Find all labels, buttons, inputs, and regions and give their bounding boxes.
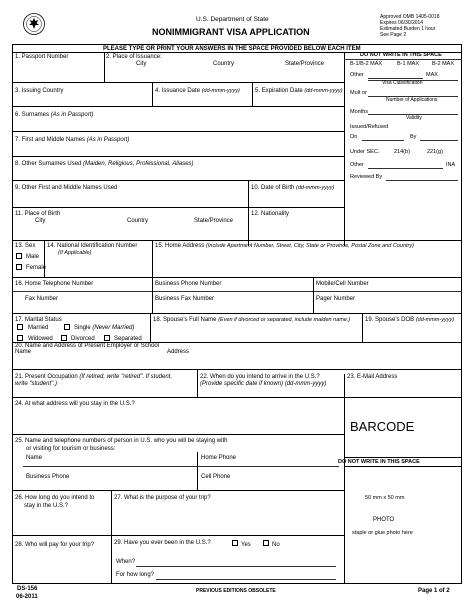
married-label: Married	[28, 325, 49, 331]
occupation-label: 21. Present Occupation (If retired, write "retired". If student,	[15, 374, 173, 380]
passport-number-field[interactable]	[15, 68, 100, 80]
separated-checkbox[interactable]	[104, 335, 110, 341]
photo-office-heading: DO NOT WRITE IN THIS SPACE	[338, 459, 420, 465]
form-number: DS-156	[17, 586, 38, 592]
surnames-label: 6. Surnames (As in Passport)	[15, 112, 94, 118]
how-long-label: For how long?	[116, 572, 155, 578]
divorced-checkbox[interactable]	[61, 335, 67, 341]
other-surnames-field[interactable]	[15, 169, 340, 179]
pob-state-label: State/Province	[194, 218, 234, 224]
contact-home-phone-label: Home Phone	[201, 455, 237, 461]
been-in-us-label: 29. Have you ever been in the U.S.?	[114, 540, 211, 546]
home-address-label: 15. Home Address (Include Apartment Number, Street, City, State or Province, Postal Zone and Country)	[155, 243, 414, 249]
omb-line-1: Approved OMB 1405-0018	[380, 14, 440, 20]
form-title: NONIMMIGRANT VISA APPLICATION	[152, 27, 310, 37]
omb-line-4: See Page 2	[380, 32, 407, 38]
state-department-seal	[23, 13, 45, 35]
business-fax-label: Business Fax Number	[155, 296, 215, 302]
us-address-label: 24. At what address will you stay in the U.S.?	[15, 401, 135, 407]
stay-length-label-2: stay in the U.S.?	[24, 503, 69, 509]
female-label: Female	[26, 265, 47, 271]
fax-label: Fax Number	[25, 296, 59, 302]
issuance-state-label: State/Province	[285, 61, 325, 67]
been-us-yes-label: Yes	[241, 542, 251, 548]
photo-size-label: 50 mm x 50 mm	[365, 495, 405, 501]
page-number: Page 1 of 2	[418, 588, 450, 594]
male-label: Male	[26, 254, 40, 260]
mult-or-label: Mult or	[350, 90, 367, 96]
expiration-date-label: 5. Expiration Date (dd-mmm-yyyy)	[255, 88, 343, 94]
issuance-date-label: 4. Issuance Date (dd-mmm-yyyy)	[155, 88, 240, 94]
issuance-city-label: City	[136, 61, 147, 67]
trip-purpose-label: 27. What is the purpose of your trip?	[114, 495, 211, 501]
obsolete-notice: PREVIOUS EDITIONS OBSOLETE	[196, 588, 276, 594]
other-surnames-label: 8. Other Surnames Used (Maiden, Religious, Professional, Aliases)	[15, 161, 194, 167]
email-label: 23. E-Mail Address	[347, 374, 398, 380]
us-contact-label-2: or visiting for tourism or business:	[26, 446, 116, 452]
us-contact-label: 25. Name and telephone numbers of person in U.S. who you will be staying with	[15, 438, 228, 444]
place-of-birth-label: 11. Place of Birth	[15, 211, 61, 217]
trip-payer-label: 28. Who will pay for your trip?	[15, 542, 95, 548]
when-label: When?	[116, 559, 136, 565]
other-ina-label: Other	[350, 162, 364, 168]
male-checkbox[interactable]	[16, 253, 22, 259]
other-first-names-label: 9. Other First and Middle Names Used	[15, 185, 118, 191]
other-max-label: Other	[350, 72, 364, 78]
photo-instruction: staple or glue photo here	[352, 530, 413, 536]
employer-address-label: Address	[167, 349, 190, 355]
contact-name-label: Name	[26, 455, 43, 461]
female-checkbox[interactable]	[16, 264, 22, 270]
nationality-label: 12. Nationality	[251, 211, 290, 217]
b1b2-max-label: B-1/B-2 MAX	[350, 61, 383, 67]
sec-214b-label: 214(b)	[394, 149, 410, 155]
issuance-country-label: Country	[213, 61, 235, 67]
national-id-label: 14. National Identification Number	[47, 243, 138, 249]
married-checkbox[interactable]	[17, 324, 23, 330]
employer-name-label: Name	[15, 349, 32, 355]
by-label: By	[410, 134, 417, 140]
stay-length-label: 26. How long do you intend to	[15, 495, 95, 501]
single-checkbox[interactable]	[64, 324, 70, 330]
marital-status-label: 17. Marital Status	[15, 317, 62, 323]
passport-number-label: 1. Passport Number	[15, 54, 69, 60]
months-label: Months	[350, 109, 369, 115]
spouse-dob-label: 19. Spouse's DOB (dd-mmm-yyyy)	[365, 317, 455, 323]
number-of-applications-label: Number of Applications	[386, 97, 438, 103]
spouse-name-label: 18. Spouse's Full Name (Even if divorced or separated, include maiden name.)	[153, 317, 351, 323]
under-sec-label: Under SEC.	[350, 149, 380, 155]
pob-city-label: City	[35, 218, 46, 224]
been-us-no-checkbox[interactable]	[263, 540, 269, 546]
reviewed-by-label: Reviewed By	[350, 174, 383, 180]
been-us-no-label: No	[272, 542, 280, 548]
business-phone-label: Business Phone Number	[155, 281, 222, 287]
surnames-field[interactable]	[15, 120, 340, 130]
form-date: 06-2011	[16, 594, 38, 600]
on-label: On	[350, 134, 358, 140]
single-label: Single (Never Married)	[74, 325, 135, 331]
omb-line-3: Estimated Burden 1 hour	[380, 26, 436, 32]
arrive-note: (Provide specific date if known) (dd-mmm-yyyy)	[200, 381, 327, 387]
arrive-label: 22. When do you intend to arrive in the U.S.?	[200, 374, 320, 380]
contact-cell-phone-label: Cell Phone	[201, 474, 231, 480]
been-us-yes-checkbox[interactable]	[232, 540, 238, 546]
instructions: PLEASE TYPE OR PRINT YOUR ANSWERS IN THE SPACE PROVIDED BELOW EACH ITEM	[103, 46, 361, 52]
separated-label: Separated	[114, 336, 142, 342]
divorced-label: Divorced	[71, 336, 95, 342]
place-of-issuance-label: 2. Place of Issuance:	[106, 54, 162, 60]
b2-max-label: B-2 MAX	[432, 61, 455, 67]
widowed-label: Widowed	[28, 336, 53, 342]
dob-label: 10. Date of Birth (dd-mmm-yyyy)	[251, 185, 335, 191]
issuing-country-label: 3. Issuing Country	[15, 88, 64, 94]
barcode-area: BARCODE	[350, 419, 415, 434]
first-middle-label: 7. First and Middle Names (As in Passport)	[15, 137, 130, 143]
occupation-note: write "student".)	[15, 381, 57, 387]
pob-country-label: Country	[127, 218, 149, 224]
contact-business-phone-label: Business Phone	[26, 474, 70, 480]
widowed-checkbox[interactable]	[17, 335, 23, 341]
issued-refused-label: Issued/Refused	[350, 124, 389, 130]
b1-max-label: B-1 MAX	[397, 61, 420, 67]
pager-label: Pager Number	[316, 296, 356, 302]
department-name: U.S. Department of State	[196, 16, 269, 23]
validity-label: Validity	[406, 115, 422, 121]
national-id-note: (If Applicable)	[58, 250, 92, 256]
place-of-issuance-field[interactable]	[106, 69, 340, 81]
sex-label: 13. Sex	[15, 243, 36, 249]
sec-221g-label: 221(g)	[427, 149, 443, 155]
max-label: MAX	[426, 72, 438, 78]
employer-label: 20. Name and Address of Present Employer or School	[15, 343, 160, 349]
office-use-heading: DO NOT WRITE IN THIS SPACE	[360, 52, 442, 58]
visa-classification-label: Visa Classification	[382, 80, 423, 86]
home-phone-label: 16. Home Telephone Number	[15, 281, 94, 287]
first-middle-field[interactable]	[15, 145, 340, 155]
ina-label: INA	[446, 162, 456, 168]
omb-line-2: Expires 06/30/2014	[380, 20, 424, 26]
photo-label: PHOTO	[373, 517, 395, 523]
mobile-label: Mobile/Cell Number	[316, 281, 369, 287]
